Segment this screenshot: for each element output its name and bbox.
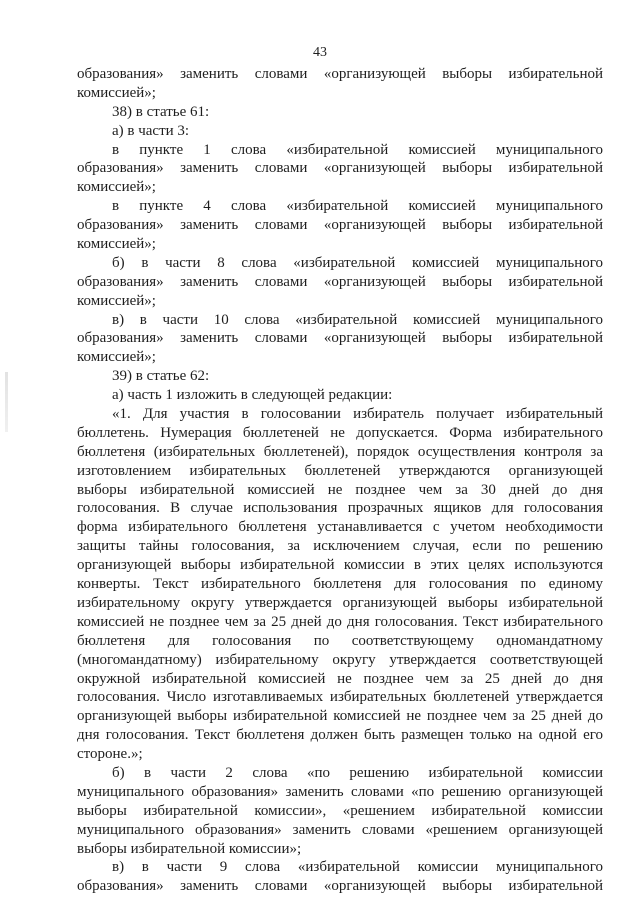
text-line: голосования. Число изготавливаемых избирательных бюллетеней утверждается bbox=[77, 689, 603, 706]
text-line: комиссией»; bbox=[77, 179, 156, 196]
text-line: в пункте 4 слова «избирательной комиссией муниципального bbox=[112, 198, 603, 215]
text-line: 38) в статье 61: bbox=[112, 103, 210, 120]
text-line: муниципального образования» заменить словами «по решению организующей bbox=[77, 783, 603, 800]
text-line: голосования. В случае использования прозрачных ящиков для голосования bbox=[77, 500, 603, 517]
text-line: бюллетеня (избирательных бюллетеней), порядок осуществления контроля за bbox=[77, 443, 603, 460]
text-line: комиссией»; bbox=[77, 292, 156, 309]
text-line: избирательному округу утверждается организующей выборы избирательной bbox=[77, 594, 603, 611]
text-line: образования» заменить словами «организующей выборы избирательной bbox=[77, 66, 603, 82]
text-line: образования» заменить словами «организующей выборы избирательной bbox=[77, 217, 603, 234]
text-line: «1. Для участия в голосовании избиратель получает избирательный bbox=[112, 406, 603, 423]
text-line: в пункте 1 слова «избирательной комиссией муниципального bbox=[112, 141, 603, 158]
text-line: муниципального образования» заменить словами «решением организующей bbox=[77, 821, 603, 838]
scan-margin-mark bbox=[5, 372, 8, 432]
text-line: комиссией»; bbox=[77, 236, 156, 253]
page-number: 43 bbox=[313, 45, 327, 60]
text-line: изготовлением избирательных бюллетеней утверждаются организующей bbox=[77, 462, 603, 479]
text-line: выборы избирательной комиссии», «решением избирательной комиссии bbox=[77, 802, 603, 819]
text-line: комиссией не позднее чем за 25 дней до дня голосования. Текст избирательного bbox=[77, 613, 603, 630]
text-line: образования» заменить словами «организующей выборы избирательной bbox=[77, 878, 603, 895]
text-line: окружной избирательной комиссией не позднее чем за 25 дней до дня bbox=[77, 670, 603, 687]
text-line: выборы избирательной комиссии»; bbox=[77, 840, 302, 857]
text-line: бюллетеня для голосования по соответствующему одномандатному bbox=[77, 632, 603, 649]
text-line: выборы избирательной комиссией не позднее чем за 30 дней до дня bbox=[77, 481, 603, 498]
text-line: форма избирательного бюллетеня устанавливается с учетом необходимости bbox=[77, 519, 603, 536]
document-body bbox=[77, 65, 603, 896]
text-line: (многомандатному) избирательному округу утверждается соответствующей bbox=[77, 651, 603, 668]
text-line: б) в части 2 слова «по решению избирательной комиссии bbox=[112, 764, 603, 781]
text-line: образования» заменить словами «организующей выборы избирательной bbox=[77, 160, 603, 177]
text-line: б) в части 8 слова «избирательной комиссией муниципального bbox=[112, 254, 603, 271]
text-line: в) в части 10 слова «избирательной комиссией муниципального bbox=[112, 311, 603, 328]
text-line: конверты. Текст избирательного бюллетеня для голосования по единому bbox=[77, 576, 603, 593]
text-line: а) часть 1 изложить в следующей редакции: bbox=[112, 387, 393, 404]
text-line: защиты тайны голосования, за исключением случая, если по решению bbox=[77, 538, 603, 555]
text-line: организующей выборы избирательной комиссии в этих целях используются bbox=[77, 557, 603, 574]
text-line: а) в части 3: bbox=[112, 122, 190, 139]
text-line: бюллетень. Нумерация бюллетеней не допускается. Форма избирательного bbox=[77, 424, 603, 441]
text-line: комиссией»; bbox=[77, 84, 156, 101]
text-line: образования» заменить словами «организующей выборы избирательной bbox=[77, 273, 603, 290]
text-line: в) в части 9 слова «избирательной комиссии муниципального bbox=[112, 859, 603, 876]
text-line: дня голосования. Текст бюллетеня должен быть размещен только на одной его bbox=[77, 727, 603, 744]
text-line: организующей выборы избирательной комиссией не позднее чем за 25 дней до bbox=[77, 708, 603, 725]
text-line: образования» заменить словами «организующей выборы избирательной bbox=[77, 330, 603, 347]
text-line: комиссией»; bbox=[77, 349, 156, 366]
text-line: стороне.»; bbox=[77, 746, 143, 763]
text-line: 39) в статье 62: bbox=[112, 368, 210, 385]
